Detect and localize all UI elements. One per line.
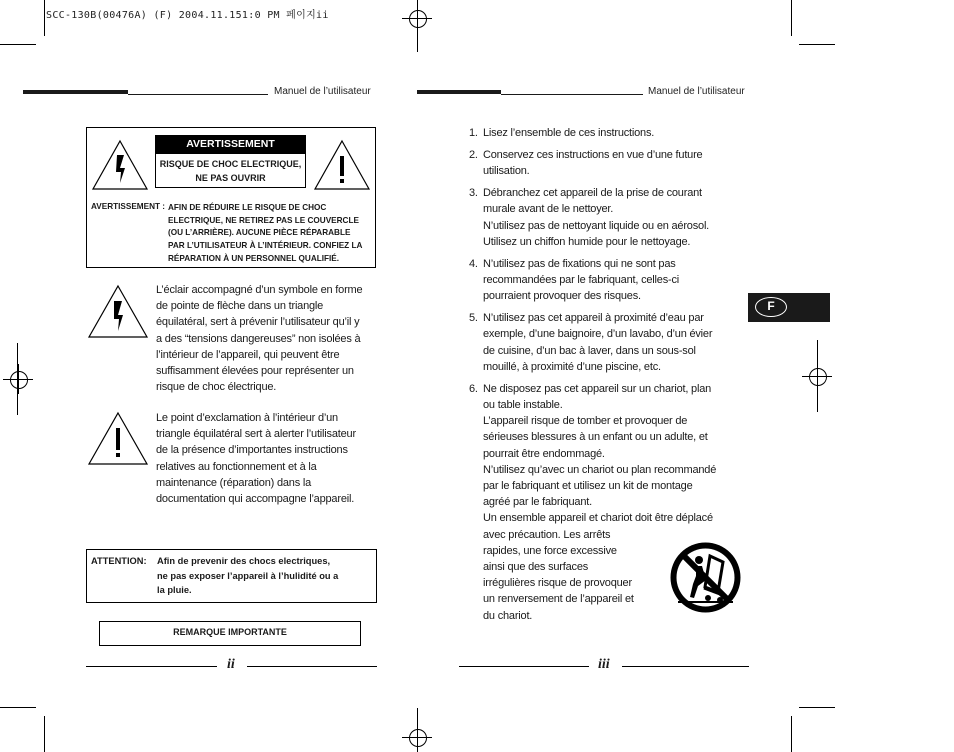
item-line: Utilisez un chiffon humide pour le nettoyage. [483,235,691,248]
item-line: Lisez l’ensemble de ces instructions. [483,127,655,139]
language-tab-label: F [755,297,787,317]
list-item [469,125,754,141]
item-line: N’utilisez pas de nettoyant liquide ou en aérosol. [483,219,710,232]
warning-line: (OU L’ARRIÈRE). AUCUNE PIÈCE RÉPARABLE [168,228,351,238]
item-line: utilisation. [483,165,530,178]
page-header: Manuel de l’utilisateur [274,86,371,97]
crop-mark [417,708,418,752]
item-line: ou table instable. [483,399,563,412]
item-line: pourraient provoquer des risques. [483,290,641,303]
item-line: Ne disposez pas cet appareil sur un chariot, plan [483,382,712,395]
text-line: de la présence d’importantes instructions [156,444,348,457]
list-item [469,256,754,305]
item-number: 6. [469,382,478,395]
item-line: par le fabriquant et utilisez un kit de montage [483,480,693,493]
header-bar [417,90,501,94]
item-line: N’utilisez pas de fixations qui ne sont pas [483,257,676,270]
important-note-box: REMARQUE IMPORTANTE [99,621,361,646]
attention-box [86,549,377,603]
item-line: recommandées par le fabriquant, celles-ci [483,274,680,287]
crop-mark [791,0,792,36]
shock-risk-label [155,153,306,188]
attention-line: Afin de prevenir des chocs electriques, [157,556,331,566]
item-line: exemple, d’une baignoire, d’un lavabo, d’un évier [483,328,713,341]
text-line: maintenance (réparation) dans la [156,476,312,489]
item-number: 3. [469,187,478,200]
list-item [469,147,754,179]
item-line: un renversement de l’appareil et [483,593,634,606]
crop-mark [17,343,18,415]
item-line: agréé par le fabriquant. [483,496,592,509]
item-line: L’appareil risque de tomber et provoquer de [483,415,688,428]
text-line: risque de choc électrique. [156,381,277,394]
text-line: de pointe de flèche dans un triangle [156,300,324,313]
item-line: N’utilisez qu’avec un chariot ou plan recommandé [483,463,717,476]
footer-rule [247,666,377,667]
crop-mark [417,0,418,52]
item-line: Un ensemble appareil et chariot doit être déplacé [483,512,713,525]
item-line: de cuisine, d’un bac à laver, dans un sous-sol [483,344,696,357]
warning-line: AFIN DE RÉDUIRE LE RISQUE DE CHOC [168,203,327,212]
text-line: documentation qui accompagne l’appareil. [156,493,355,506]
page-number: ii [227,657,235,672]
list-item [469,310,754,375]
attention-line: ne pas exposer l’appareil à l’hulidité ou a [157,570,339,581]
warning-box [86,127,376,268]
crop-mark [0,44,36,45]
crop-mark [44,0,45,36]
item-number: 2. [469,149,478,161]
item-line: mouillé, à proximité d’une piscine, etc. [483,360,661,373]
list-item [469,185,754,250]
text-line: relatives au fonctionnement et à la [156,460,317,473]
text-line: L’éclair accompagné d’un symbole en forme [156,284,363,296]
risk-line: RISQUE DE CHOC ELECTRIQUE, [159,159,302,169]
exclamation-warning-icon [87,411,149,466]
crop-mark [791,716,792,752]
exclamation-warning-icon [313,139,371,191]
item-line: ainsi que des surfaces [483,561,589,574]
attention-line: la pluie. [157,585,192,595]
text-line: l’intérieur de l’appareil, qui peuvent être [156,348,340,361]
footer-rule [622,666,749,667]
item-line: du chariot. [483,609,533,622]
item-line: pourrait être endommagé. [483,447,605,460]
item-line: avec précaution. Les arrêts [483,528,611,541]
language-tab [748,293,830,322]
footer-rule [459,666,589,667]
crop-mark [817,340,818,412]
text-line: a des “tensions dangereuses” non isolées à [156,332,361,345]
lightning-warning-icon [87,284,149,339]
item-line: Débranchez cet appareil de la prise de courant [483,187,702,200]
registration-mark-icon [3,364,33,394]
risk-line: NE PAS OUVRIR [195,173,266,183]
item-number: 1. [469,127,478,139]
footer-rule [86,666,217,667]
item-line: rapides, une force excessive [483,544,617,557]
lightning-warning-icon [91,139,149,191]
text-line: suffisamment élevées pour représenter un [156,365,354,378]
print-slug: SCC-130B(00476A) (F) 2004.11.151:0 PM 페이지ii [46,10,329,21]
warning-title: AVERTISSEMENT [155,135,306,153]
crop-mark [799,44,835,45]
warning-line: RÉPARATION À UN PERSONNEL QUALIFIÉ. [168,253,340,263]
cart-warning-icon [668,540,743,615]
attention-label: ATTENTION: [91,556,147,566]
item-number: 5. [469,312,478,325]
item-line: sérieuses blessures à un enfant ou un adulte, et [483,431,708,444]
warning-line: PAR L’UTILISATEUR À L’INTÉRIEUR. CONFIEZ LA [168,241,363,251]
page-number: iii [598,657,610,672]
item-line: N’utilisez pas cet appareil à proximité d’eau par [483,312,704,325]
item-line: irrégulières risque de provoquer [483,577,632,590]
page-header: Manuel de l’utilisateur [648,86,745,97]
header-rule [128,94,268,95]
lightning-description [156,282,378,395]
text-line: triangle équilatéral sert à alerter l’utilisateur [156,428,356,441]
item-line: Conservez ces instructions en vue d’une future [483,149,703,161]
text-line: Le point d’exclamation à l’intérieur d’un [156,412,338,424]
attention-text [157,554,372,598]
crop-mark [799,707,835,708]
item-number: 4. [469,257,478,270]
exclamation-description [156,410,378,507]
text-line: équilatéral, sert à prévenir l’utilisateur qu’il y [156,316,360,329]
warning-text [168,202,368,266]
warning-label: AVERTISSEMENT : [91,202,165,211]
crop-mark [0,707,36,708]
header-bar [23,90,128,94]
crop-mark [44,716,45,752]
item-line: murale avant de le nettoyer. [483,203,614,216]
header-rule [501,94,643,95]
warning-line: ELECTRIQUE, NE RETIREZ PAS LE COUVERCLE [168,215,359,225]
